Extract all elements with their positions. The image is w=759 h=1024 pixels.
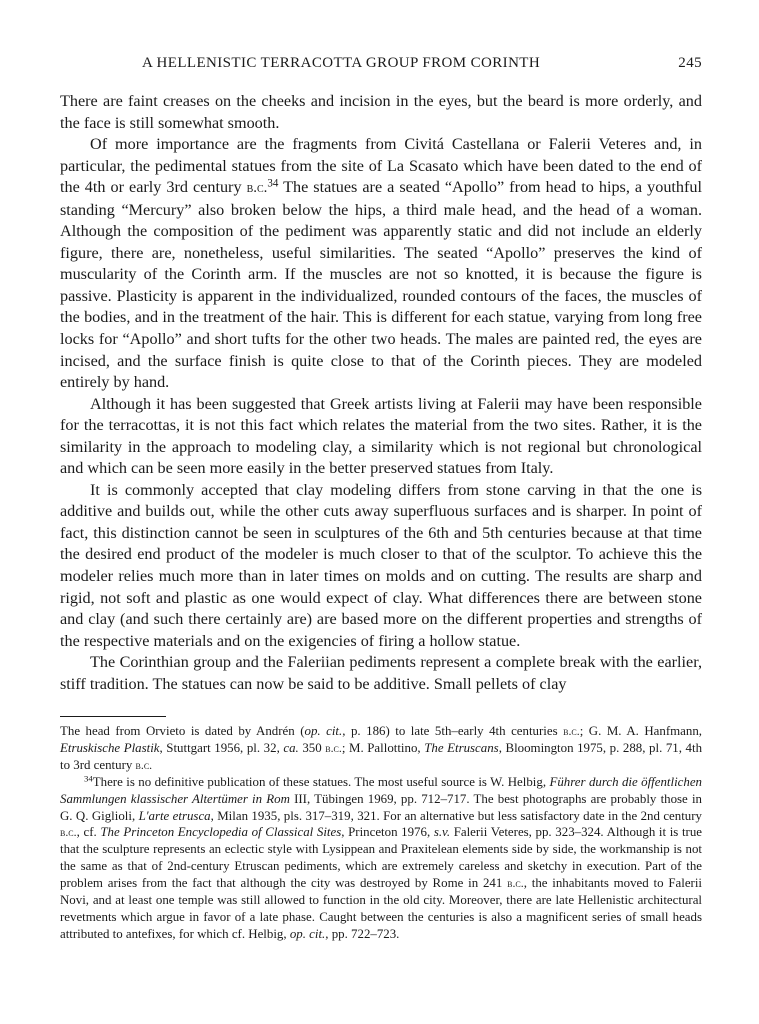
italic-run: op. cit.: [304, 724, 343, 738]
text-run: , Bloomington 1975, p. 288, pl. 71, 4th to 3rd century: [60, 740, 703, 772]
footnote-rule: [60, 716, 166, 717]
italic-run: op. cit.: [289, 926, 326, 941]
footnotes: [60, 723, 702, 943]
text-run: , Stuttgart 1956, pl. 32,: [159, 740, 284, 755]
page-number: 245: [678, 55, 702, 71]
text-run: ; G. M. A. Hanfmann,: [579, 724, 702, 738]
text-run: The head from Orvieto is dated by Andrén (: [60, 724, 305, 738]
text-run: , the inhabitants moved to Falerii Novi, and at least one temple was still allowed to function in the old city. Moreover, there are late Hellenistic architectural revetments which argue in favor of a late phase. Caught between the centuries is also a magnificent series of small heads attributed to antefixes, for which cf. Helbig,: [60, 876, 702, 941]
bc-abbrev: b.c.: [325, 740, 342, 755]
text-run: , Milan 1935, pls. 317–319, 321. For an alternative but less satisfactory date in the 2nd century: [210, 808, 702, 823]
italic-run: Etruskische Plastik: [60, 740, 160, 755]
paragraph-3: Although it has been suggested that Greek artists living at Falerii may have been responsible for the terracottas, it is not this fact which relates the material from the two sites. Rather, it is the similarity in the approach to modeling clay, a similarity which is not regional but chronological and which can be seen more easily in the better preserved statues from Italy.: [60, 394, 702, 478]
footnote-34: [60, 774, 702, 943]
body-text: [60, 91, 702, 695]
paragraph-1: There are faint creases on the cheeks and incision in the eyes, but the beard is more orderly, and the face is still somewhat smooth.: [60, 92, 702, 132]
running-title: A HELLENISTIC TERRACOTTA GROUP FROM CORINTH: [142, 55, 541, 71]
italic-run: Führer durch die öffentlichen Sammlungen klassischer Altertümer in Rom: [60, 774, 702, 806]
text-run: III, Tübingen 1969, pp. 712–717. The best photographs are probably those in G. Q. Giglioli,: [60, 791, 702, 823]
paragraph-5: The Corinthian group and the Faleriian pediments represent a complete break with the earlier, stiff tradition. The statues can now be said to be additive. Small pellets of clay: [60, 653, 702, 693]
paragraph-2-part-b: The statues are a seated “Apollo” from head to hips, a youthful standing “Mercury” also broken below the hips, a third male head, and the head of a woman. Although the composition of the pediment was apparently static and did not include an elderly figure, there are, nonetheless, useful similarities. The seated “Apollo” preserves the kind of muscularity of the Corinth arm. If the muscles are not so knotted, it is because the figure is passive. Plasticity is apparent in the individualized, rounded contours of the faces, the muscles of the bodies, and in the treatment of the hair. This is different for each statue, varying from long free locks for “Apollo” and short tufts for the other two heads. The males are painted red, the eyes are incised, and the surface finish is quite close to that of the Corinth pieces. They are modeled entirely by hand.: [60, 178, 702, 392]
paragraph-4: It is commonly accepted that clay modeling differs from stone carving in that the one is additive and builds out, while the other cuts away superfluous surfaces and is sharper. In point of fact, this distinction cannot be seen in sculptures of the 6th and 5th centuries because at that time the desired end product of the modeler is much closer to that of the sculptor. To achieve this the modeler relies much more than in later times on molds and on cutting. The results are sharp and rigid, not soft and plastic as one would expect of clay. What differences there are between stone and clay (and such there certainly are) are based more on the different properties and strengths of the respective materials and on the exigencies of firing a hollow statue.: [60, 480, 702, 650]
italic-run: L'arte etrusca: [138, 808, 211, 823]
bc-abbrev: b.c.: [246, 180, 268, 197]
text-run: , p. 186) to late 5th–early 4th centuries: [342, 724, 564, 738]
text-run: Falerii Veteres, pp. 323–324. Although it is true that the sculpture represents an eclectic style with Lysippean and Praxitelean elements side by side, the workmanship is not the same as that of 2nd-century Etruscan pediments, which are extremely careless and sketchy in execution. Part of the problem arises from the fact that although the city was destroyed by Rome in 241: [60, 825, 702, 891]
italic-run: ca.: [283, 740, 299, 755]
footnote-ref-34[interactable]: 34: [267, 177, 279, 190]
italic-run: The Princeton Encyclopedia of Classical Sites: [100, 825, 342, 840]
text-run: , pp. 722–723.: [325, 926, 400, 941]
text-run: ; M. Pallottino,: [341, 740, 425, 755]
bc-abbrev: b.c.: [507, 876, 524, 891]
italic-run: s.v.: [433, 825, 451, 840]
text-run: , Princeton 1976,: [341, 825, 434, 840]
footnote-34-number: 34: [84, 773, 93, 784]
text-run: There is no definitive publication of these statues. The most useful source is W. Helbig,: [92, 774, 550, 789]
footnote-34-text: [60, 775, 702, 941]
paragraph-2: [60, 134, 702, 394]
bc-abbrev: b.c.: [60, 825, 77, 840]
footnote-33: [60, 723, 702, 774]
running-header: [60, 55, 702, 77]
bc-abbrev: b.c.: [135, 757, 153, 772]
italic-run: The Etruscans: [424, 740, 499, 755]
text-run: 350: [298, 740, 326, 755]
paragraph-2-part-a: Of more importance are the fragments from Civitá Castellana or Falerii Veteres and, in particular, the pedimental statues from the site of La Scasato which have been dated to the end of the 4th or early 3rd century: [60, 135, 702, 197]
text-run: , cf.: [76, 825, 101, 840]
bc-abbrev: b.c.: [563, 724, 580, 738]
